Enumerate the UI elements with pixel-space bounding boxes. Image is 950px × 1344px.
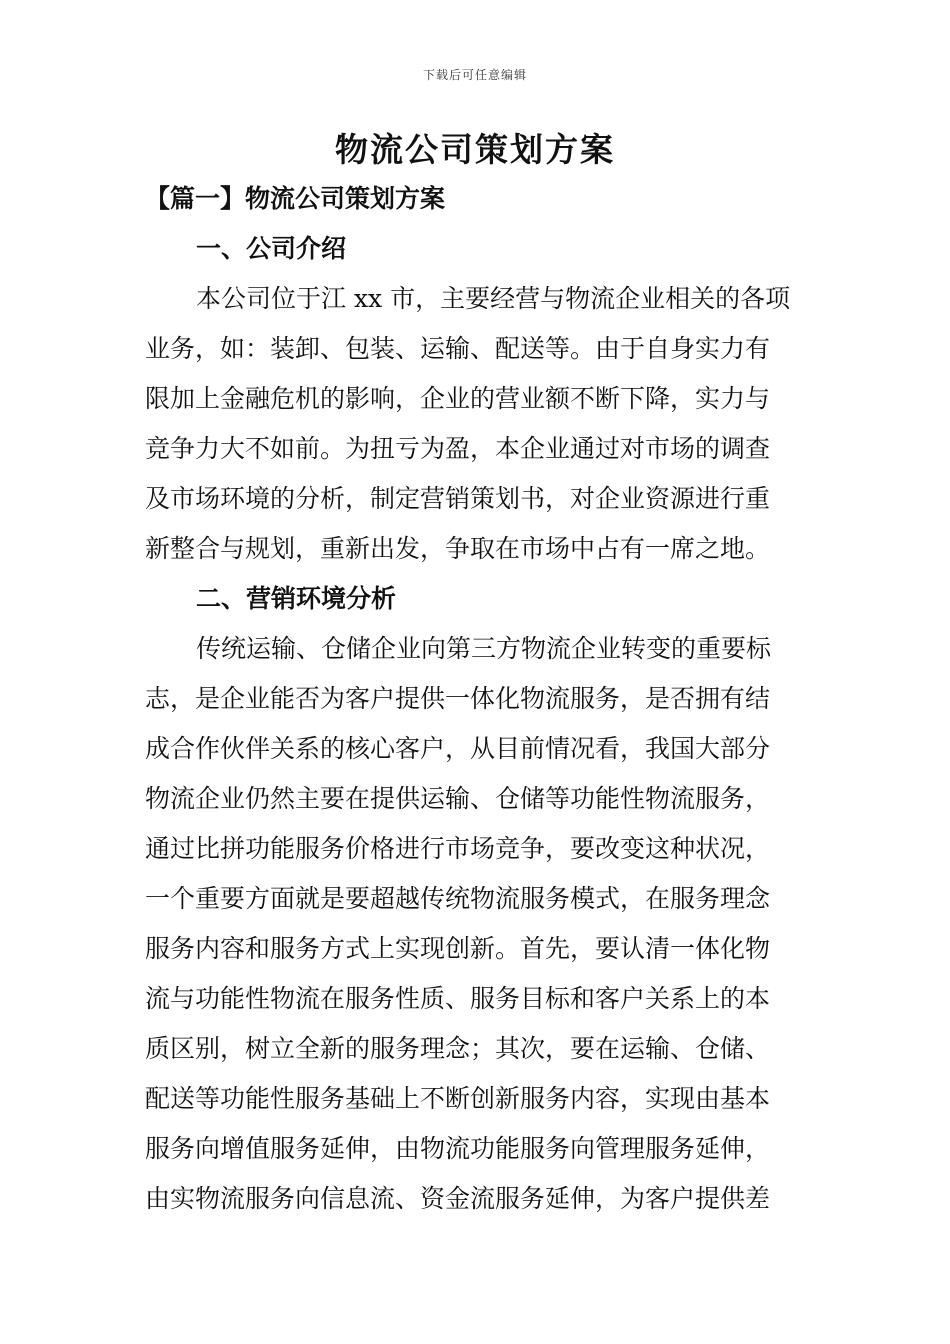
header-note: 下载后可任意编辑 (422, 68, 527, 82)
paragraph-line: 由实物流服务向信息流、资金流服务延伸，为客户提供差 (145, 1184, 771, 1213)
paragraph-line: 及市场环境的分析，制定营销策划书，对企业资源进行重 (145, 484, 771, 513)
paragraph-line: 传统运输、仓储企业向第三方物流企业转变的重要标 (196, 634, 772, 663)
paragraph-line: 业务，如：装卸、包装、运输、配送等。由于自身实力有 (145, 334, 771, 363)
part2-heading: 二、营销环境分析 (196, 584, 397, 613)
paragraph-line: 本公司位于江 xx 市，主要经营与物流企业相关的各项 (196, 284, 791, 313)
paragraph-line: 一个重要方面就是要超越传统物流服务模式，在服务理念 (145, 884, 771, 913)
paragraph-line: 志，是企业能否为客户提供一体化物流服务，是否拥有结 (145, 684, 771, 713)
paragraph-line: 质区别，树立全新的服务理念；其次，要在运输、仓储、 (145, 1034, 771, 1063)
paragraph-line: 配送等功能性服务基础上不断创新服务内容，实现由基本 (145, 1084, 771, 1113)
part1-paragraph (145, 274, 807, 574)
paragraph-line: 通过比拼功能服务价格进行市场竞争，要改变这种状况， (145, 834, 771, 863)
paragraph-line: 成合作伙伴关系的核心客户，从目前情况看，我国大部分 (145, 734, 771, 763)
part1-heading: 一、公司介绍 (196, 234, 347, 263)
paragraph-line: 服务向增值服务延伸，由物流功能服务向管理服务延伸， (145, 1134, 771, 1163)
paragraph-line: 竞争力大不如前。为扭亏为盈，本企业通过对市场的调查 (145, 434, 771, 463)
document-title: 物流公司策划方案 (335, 130, 615, 169)
section-heading: 【篇一】物流公司策划方案 (145, 184, 446, 213)
paragraph-line: 服务内容和服务方式上实现创新。首先，要认清一体化物 (145, 934, 771, 963)
paragraph-line: 新整合与规划，重新出发，争取在市场中占有一席之地。 (145, 534, 771, 563)
part2-paragraph (145, 624, 807, 1224)
paragraph-line: 限加上金融危机的影响，企业的营业额不断下降，实力与 (145, 384, 771, 413)
paragraph-line: 流与功能性物流在服务性质、服务目标和客户关系上的本 (145, 984, 771, 1013)
paragraph-line: 物流企业仍然主要在提供运输、仓储等功能性物流服务， (145, 784, 771, 813)
